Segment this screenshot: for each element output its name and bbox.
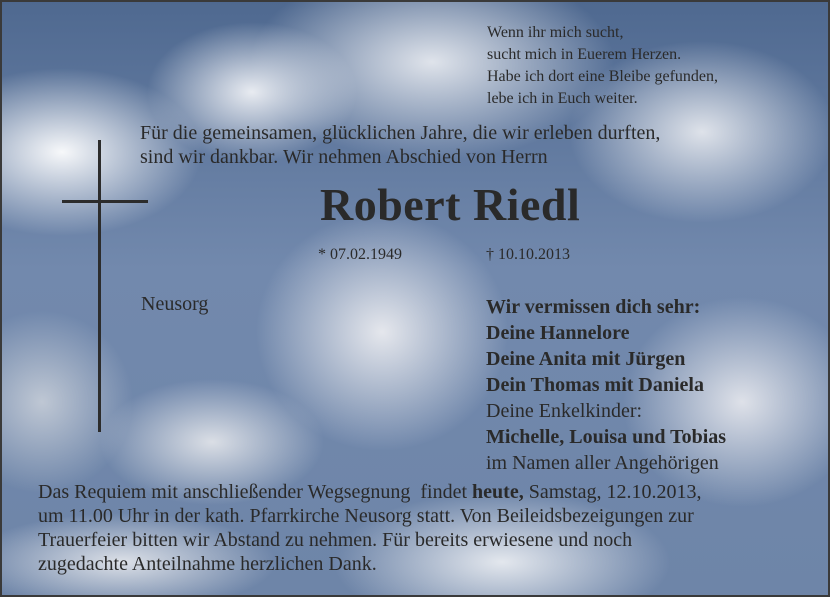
mourners-heading: Wir vermissen dich sehr: — [486, 296, 701, 318]
intro-line: Für die gemeinsamen, glücklichen Jahre, die wir erleben durften, — [140, 122, 661, 144]
grandchildren-label: Deine Enkelkinder: — [486, 400, 643, 422]
intro-line: sind wir dankbar. Wir nehmen Abschied von Herrn — [140, 146, 548, 168]
poem-line: Habe ich dort eine Bleibe gefunden, — [487, 68, 719, 85]
announcement-text: Samstag, 12.10.2013, — [523, 481, 702, 503]
cross-icon-vertical-bar — [98, 140, 101, 432]
cross-icon-horizontal-bar — [62, 200, 148, 203]
poem-line: lebe ich in Euch weiter. — [487, 90, 638, 107]
hometown: Neusorg — [141, 293, 209, 315]
grandchildren-names: Michelle, Louisa und Tobias — [486, 426, 727, 448]
announcement-line: um 11.00 Uhr in der kath. Pfarrkirche Neusorg statt. Von Beileidsbezeigungen zur — [38, 505, 694, 527]
mourner-line: Deine Anita mit Jürgen — [486, 348, 686, 370]
intro-text — [140, 121, 660, 169]
poem-line: sucht mich in Euerem Herzen. — [487, 46, 682, 63]
mourners-footer: im Namen aller Angehörigen — [486, 452, 719, 474]
death-date: † 10.10.2013 — [486, 246, 570, 263]
announcement-line: Trauerfeier bitten wir Abstand zu nehmen. Für bereits erwiesene und noch — [38, 529, 633, 551]
poem — [487, 22, 718, 110]
mourner-line: Deine Hannelore — [486, 322, 630, 344]
announcement-line — [38, 480, 701, 504]
announcement-line: zugedachte Anteilnahme herzlichen Dank. — [38, 553, 377, 575]
announcement-emphasis: heute, — [472, 481, 524, 503]
birth-date: * 07.02.1949 — [318, 246, 402, 263]
deceased-name: Robert Riedl — [320, 179, 581, 230]
announcement-text: Das Requiem mit anschließender Wegsegnung findet — [38, 481, 473, 503]
mourner-line: Dein Thomas mit Daniela — [486, 374, 704, 396]
service-announcement — [38, 480, 701, 576]
mourners-list — [486, 294, 726, 476]
poem-line: Wenn ihr mich sucht, — [487, 24, 624, 41]
